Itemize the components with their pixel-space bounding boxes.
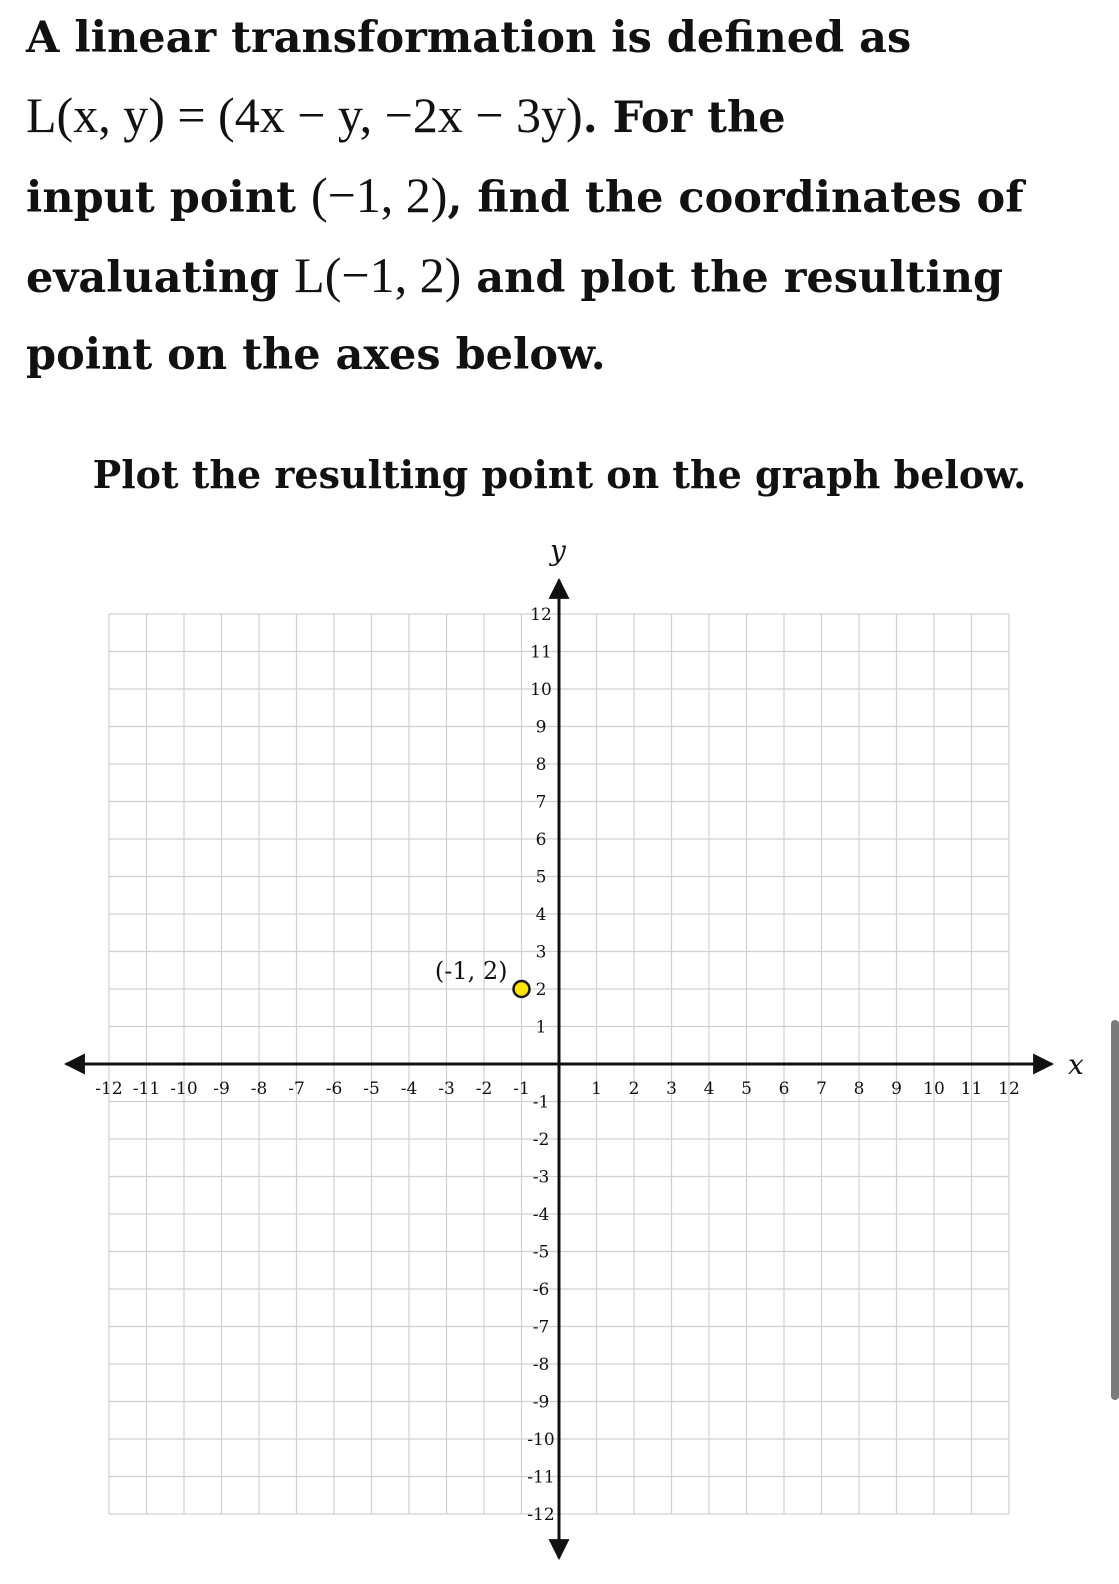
x-tick-label: -10 [170, 1079, 198, 1099]
x-tick-label: 9 [891, 1079, 902, 1099]
x-tick-label: 11 [960, 1079, 983, 1099]
x-tick-label: -4 [400, 1079, 418, 1099]
y-tick-label: -1 [532, 1092, 550, 1113]
plot-prompt: Plot the resulting point on the graph below. [92, 452, 1027, 497]
y-tick-label: 12 [530, 605, 552, 625]
y-tick-label: 6 [535, 830, 547, 850]
x-tick-label: 6 [778, 1079, 790, 1099]
question-line-4: evaluating L(−1, 2) and plot the resulting [26, 247, 1004, 303]
x-tick-label: -3 [438, 1079, 455, 1099]
point-label: (-1, 2) [434, 957, 508, 985]
y-tick-label: -6 [532, 1280, 550, 1300]
y-tick-label: -9 [532, 1392, 550, 1413]
y-tick-label: -2 [532, 1130, 550, 1150]
y-tick-label: -11 [527, 1467, 555, 1488]
x-axis-label: x [1068, 1048, 1084, 1081]
y-axis-label: y [550, 534, 566, 567]
evaluate-expression: L(−1, 2) [294, 247, 462, 303]
x-tick-label: 1 [591, 1079, 602, 1099]
x-tick-label: 5 [741, 1079, 752, 1099]
y-tick-label: 1 [535, 1017, 547, 1038]
x-tick-label: 8 [853, 1079, 865, 1099]
y-tick-label: -7 [532, 1317, 550, 1338]
x-tick-label: -1 [513, 1079, 530, 1099]
x-tick-label: -2 [475, 1079, 493, 1099]
x-tick-label: -5 [363, 1079, 380, 1099]
plotted-point[interactable] [514, 981, 530, 997]
y-tick-label: -10 [527, 1430, 555, 1450]
question-line-2: L(x, y) = (4x − y, −2x − 3y). For the [26, 87, 786, 143]
x-tick-label: -6 [325, 1079, 343, 1099]
y-tick-label: -5 [532, 1242, 550, 1263]
y-tick-label: 7 [535, 792, 547, 813]
scrollbar[interactable] [1111, 1020, 1119, 1400]
y-tick-label: 4 [535, 905, 547, 925]
y-tick-label: 8 [535, 755, 547, 775]
y-tick-label: 9 [535, 717, 547, 738]
transformation-formula: L(x, y) = (4x − y, −2x − 3y) [26, 87, 583, 143]
question-line-5: point on the axes below. [26, 330, 606, 380]
question-line-1: A linear transformation is defined as [26, 13, 912, 63]
x-tick-label: 10 [923, 1079, 945, 1099]
y-tick-label: 3 [535, 942, 547, 963]
x-tick-label: 4 [703, 1079, 715, 1099]
question-line-3: input point (−1, 2), find the coordinates of [26, 167, 1024, 223]
plotted-points[interactable] [435, 957, 530, 997]
y-tick-label: 5 [535, 867, 547, 888]
y-tick-label: -8 [532, 1355, 550, 1375]
y-tick-label: 11 [530, 642, 552, 663]
x-tick-label: 2 [628, 1079, 640, 1099]
input-point: (−1, 2) [310, 167, 448, 223]
y-tick-label: -4 [532, 1205, 550, 1225]
x-tick-label: -8 [250, 1079, 268, 1099]
x-tick-label: -12 [95, 1079, 123, 1099]
x-tick-label: -11 [132, 1079, 161, 1099]
y-tick-label: -3 [532, 1167, 550, 1188]
y-tick-label: -12 [527, 1505, 555, 1525]
y-tick-label: 2 [535, 980, 547, 1000]
x-tick-label: -7 [288, 1079, 305, 1099]
x-tick-label: -9 [213, 1079, 230, 1099]
x-tick-label: 3 [666, 1079, 677, 1099]
axes [66, 534, 1084, 1558]
x-tick-label: 7 [816, 1079, 827, 1099]
y-tick-label: 10 [530, 680, 552, 700]
x-tick-label: 12 [998, 1079, 1020, 1099]
